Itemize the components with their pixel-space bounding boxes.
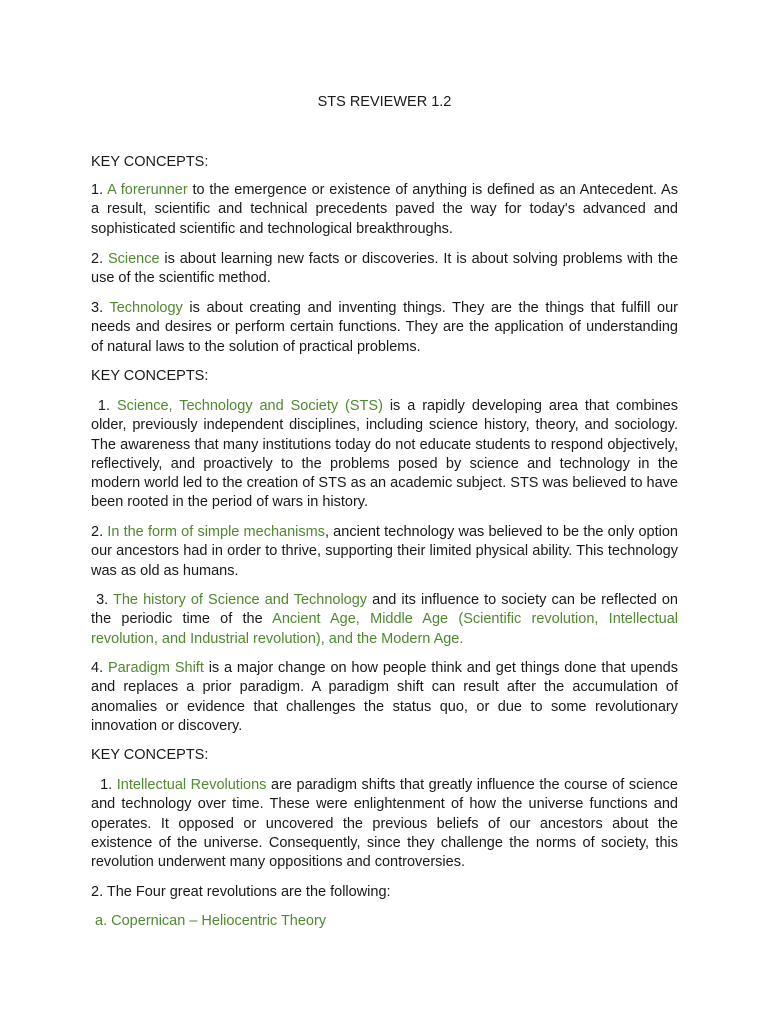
paragraph-technology: 3. Technology is about creating and inventing things. They are the things that fulfill our needs and desires or perform certain functions. They are the application of understanding of natural laws to the solution of practical problems. (91, 300, 679, 355)
term-copernican: a. Copernican – Heliocentric Theory (91, 913, 327, 929)
section-heading-2: KEY CONCEPTS: (91, 368, 209, 384)
term-simple-mechanisms: In the form of simple mechanisms (107, 524, 325, 540)
document-title: STS REVIEWER 1.2 (317, 94, 452, 110)
paragraph-simple-mechanisms: 2. In the form of simple mechanisms, ancient technology was believed to be the only option our ancestors had in order to thrive, supporting their limited physical ability. This technology was as old as humans. (91, 524, 678, 579)
term-intellectual-revolutions: Intellectual Revolutions (116, 777, 267, 793)
term-history: The history of Science and Technology (113, 592, 368, 608)
term-forerunner: A forerunner (107, 182, 188, 198)
section-heading-3: KEY CONCEPTS: (91, 747, 209, 763)
paragraph-four-revolutions: 2. The Four great revolutions are the following: (91, 884, 391, 900)
paragraph-paradigm-shift: 4. Paradigm Shift is a major change on how people think and get things done that upends and replaces a prior paradigm. A paradigm shift can result after the accumulation of anomalies or evidence that challenges the status quo, or due to some revolutionary innovation or discovery. (91, 660, 678, 734)
term-technology: Technology (109, 300, 183, 316)
paragraph-antecedent: 1. A forerunner to the emergence or existence of anything is defined as an Antecedent. As a result, scientific and technical precedents paved the way for today's advanced and sophisticated scientific and technological breakthroughs. (91, 182, 678, 237)
term-ages: Ancient Age, Middle Age (Scientific revolution, Intellectual revolution, and Industrial revolution), and the Modern Age. (91, 611, 679, 647)
term-sts: Science, Technology and Society (STS) (116, 398, 383, 414)
paragraph-sts: 1. Science, Technology and Society (STS) is a rapidly developing area that combines older, previously independent disciplines, including science history, theory, and sociology. The awareness that many institutions today do not educate students to respond objectively, reflectively, and proactively to the problems posed by science and technology in the modern world led to the creation of STS as an academic subject. STS was believed to have been rooted in the period of wars in history. (91, 398, 678, 511)
term-paradigm-shift: Paradigm Shift (107, 660, 204, 676)
section-heading-1: KEY CONCEPTS: (91, 154, 209, 170)
paragraph-science: 2. Science is about learning new facts or discoveries. It is about solving problems with the use of the scientific method. (91, 251, 679, 287)
term-science: Science (107, 251, 160, 267)
list-item-copernican (91, 912, 678, 931)
paragraph-intellectual-revolutions: 1. Intellectual Revolutions are paradigm shifts that greatly influence the course of science and technology over time. These were enlightenment of how the universe functions and operates. It opposed or uncovered the previous beliefs of our ancestors about the existence of the universe. Consequently, since they challenge the norms of society, this revolution underwent many oppositions and controversies. (91, 777, 678, 871)
paragraph-history: 3. The history of Science and Technology and its influence to society can be reflected on the periodic time of the Ancient Age, Middle Age (Scientific revolution, Intellectual revolution, and Industrial revolution), and the Modern Age. (91, 592, 679, 647)
